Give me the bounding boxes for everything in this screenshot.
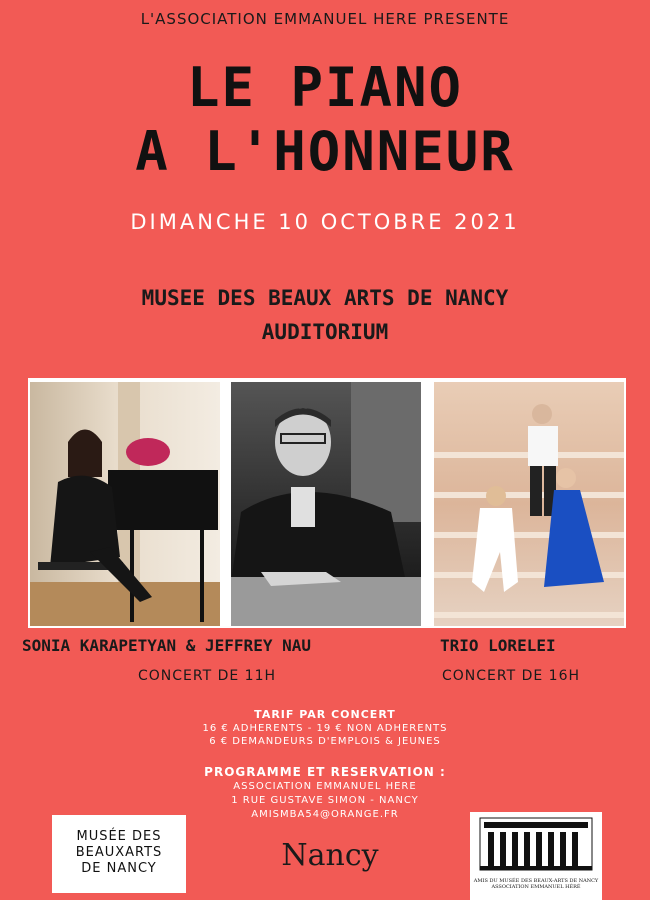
concert-time-morning: CONCERT DE 11H — [138, 668, 277, 684]
tarif-line-reduced: 6 € DEMANDEURS D'EMPLOIS & JEUNES — [209, 736, 441, 747]
photo-strip — [28, 378, 626, 628]
artists-morning: SONIA KARAPETYAN & JEFFREY NAU — [22, 636, 311, 655]
tarif-line-members: 16 € ADHERENTS - 19 € NON ADHERENTS — [202, 723, 448, 734]
presenter-line: L'ASSOCIATION EMMANUEL HERE PRESENTE — [140, 10, 510, 28]
title-line-2: A L'HONNEUR — [135, 120, 515, 183]
programme-address: 1 RUE GUSTAVE SIMON - NANCY — [231, 795, 419, 806]
museum-facade-icon — [470, 812, 602, 874]
amis-logo-line-1: AMIS DU MUSÉE DES BEAUX-ARTS DE NANCY — [473, 878, 599, 884]
amis-logo-line-2: ASSOCIATION EMMANUEL HÉRÉ — [491, 884, 581, 890]
musee-beaux-arts-logo — [52, 815, 186, 893]
programme-association: ASSOCIATION EMMANUEL HERE — [233, 781, 417, 792]
musee-logo-line-3: DE NANCY — [81, 861, 157, 876]
musee-logo-line-2: BEAUXARTS — [75, 845, 163, 860]
photo-trio — [434, 382, 624, 626]
musee-logo-line-1: MUSÉE DES — [76, 829, 162, 844]
venue-name: MUSEE DES BEAUX ARTS DE NANCY — [141, 286, 509, 310]
programme-email[interactable]: AMISMBA54@ORANGE.FR — [251, 809, 399, 820]
photo-pianist-man — [231, 382, 421, 626]
artists-afternoon: TRIO LORELEI — [440, 636, 556, 655]
tarif-heading: TARIF PAR CONCERT — [254, 708, 396, 721]
venue-room: AUDITORIUM — [261, 320, 389, 344]
title-line-1: LE PIANO — [186, 56, 464, 119]
nancy-city-logo: Nancy — [281, 838, 379, 873]
programme-heading: PROGRAMME ET RESERVATION : — [204, 765, 446, 779]
concert-time-afternoon: CONCERT DE 16H — [442, 668, 581, 684]
photo-pianist-woman — [30, 382, 220, 626]
amis-du-musee-logo — [470, 812, 602, 900]
event-date: DIMANCHE 10 OCTOBRE 2021 — [130, 210, 520, 234]
